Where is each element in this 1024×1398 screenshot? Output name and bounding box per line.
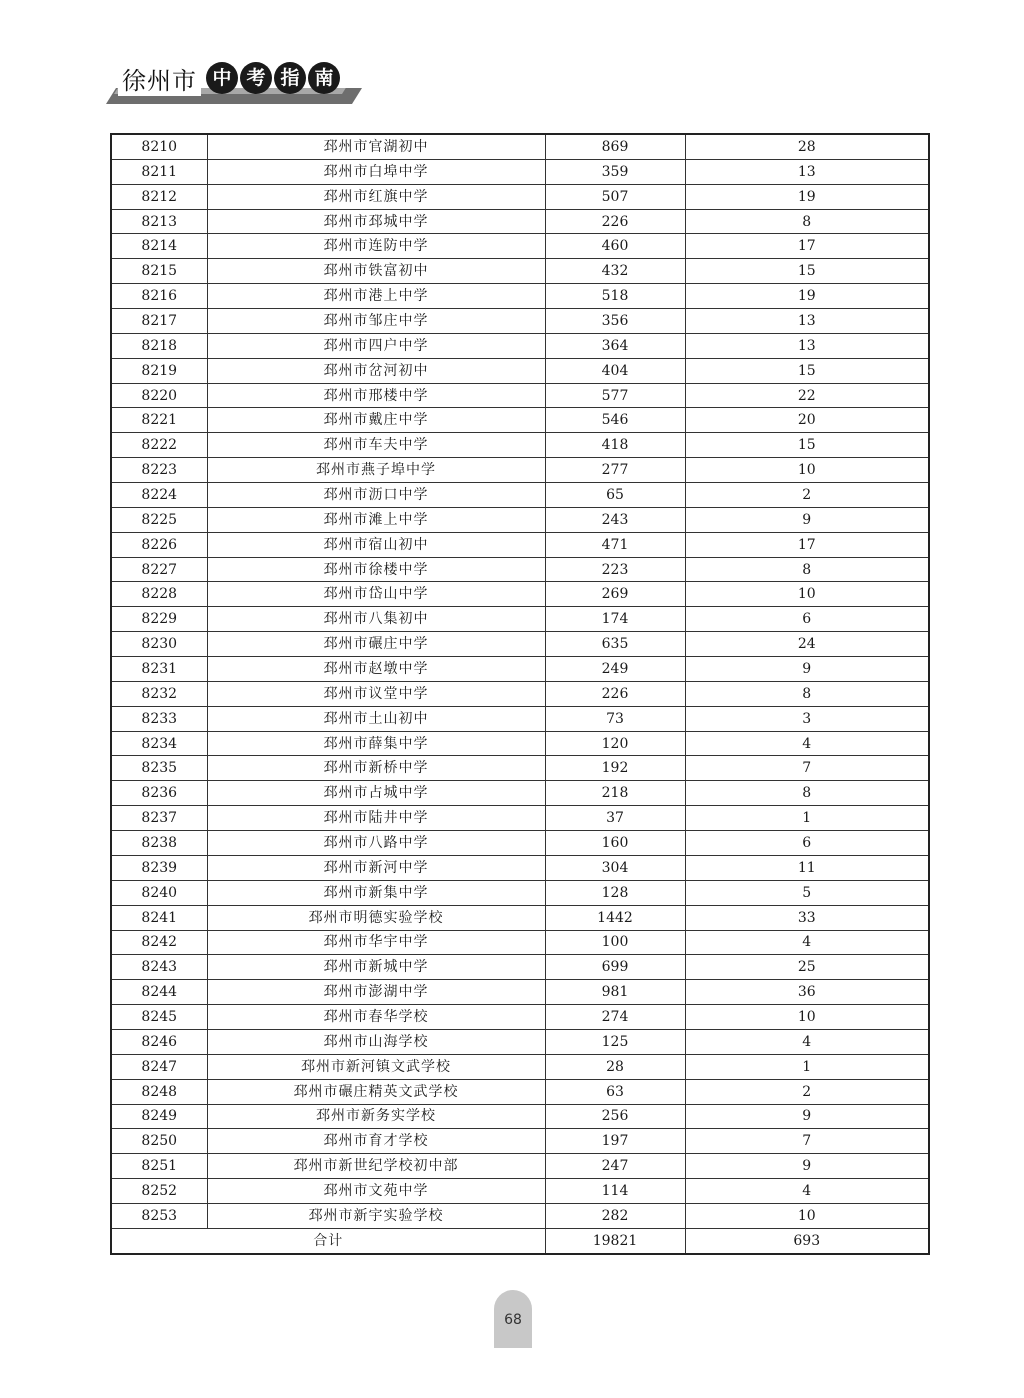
- school-name-cell: 邳州市新宇实验学校: [207, 1203, 545, 1228]
- school-code-cell: 8245: [111, 1005, 207, 1030]
- value-b-cell: 1: [685, 1054, 929, 1079]
- school-name-cell: 邳州市沥口中学: [207, 483, 545, 508]
- banner-guide-char-4: 南: [308, 62, 340, 94]
- value-b-cell: 24: [685, 632, 929, 657]
- school-name-cell: 邳州市碾庄中学: [207, 632, 545, 657]
- table-row: [111, 632, 929, 657]
- value-b-cell: 13: [685, 159, 929, 184]
- value-a-cell: 577: [545, 383, 685, 408]
- school-name-cell: 邳州市邹庄中学: [207, 309, 545, 334]
- school-code-cell: 8250: [111, 1129, 207, 1154]
- table-row: [111, 1154, 929, 1179]
- school-code-cell: 8238: [111, 831, 207, 856]
- school-name-cell: 邳州市戴庄中学: [207, 408, 545, 433]
- value-b-cell: 1: [685, 806, 929, 831]
- school-name-cell: 邳州市新河镇文武学校: [207, 1054, 545, 1079]
- school-code-cell: 8218: [111, 333, 207, 358]
- school-name-cell: 邳州市滩上中学: [207, 507, 545, 532]
- table-row: [111, 731, 929, 756]
- school-code-cell: 8210: [111, 134, 207, 159]
- school-code-cell: 8239: [111, 855, 207, 880]
- value-a-cell: 981: [545, 980, 685, 1005]
- value-a-cell: 192: [545, 756, 685, 781]
- table-row: [111, 1104, 929, 1129]
- school-code-cell: 8229: [111, 607, 207, 632]
- value-b-cell: 6: [685, 607, 929, 632]
- page-number: 68: [504, 1312, 522, 1328]
- value-a-cell: 282: [545, 1203, 685, 1228]
- table-row: [111, 259, 929, 284]
- value-a-cell: 869: [545, 134, 685, 159]
- school-code-cell: 8246: [111, 1029, 207, 1054]
- value-a-cell: 28: [545, 1054, 685, 1079]
- value-b-cell: 4: [685, 1179, 929, 1204]
- value-a-cell: 471: [545, 532, 685, 557]
- banner-guide-char-1: 中: [206, 62, 238, 94]
- school-name-cell: 邳州市明德实验学校: [207, 905, 545, 930]
- value-a-cell: 277: [545, 458, 685, 483]
- value-a-cell: 37: [545, 806, 685, 831]
- value-a-cell: 359: [545, 159, 685, 184]
- school-code-cell: 8232: [111, 681, 207, 706]
- table-row: [111, 284, 929, 309]
- value-a-cell: 100: [545, 930, 685, 955]
- school-name-cell: 邳州市新河中学: [207, 855, 545, 880]
- value-a-cell: 356: [545, 309, 685, 334]
- table-row: [111, 532, 929, 557]
- value-b-cell: 15: [685, 259, 929, 284]
- school-code-cell: 8247: [111, 1054, 207, 1079]
- value-a-cell: 1442: [545, 905, 685, 930]
- school-name-cell: 邳州市白埠中学: [207, 159, 545, 184]
- value-b-cell: 10: [685, 1203, 929, 1228]
- table-row: [111, 1179, 929, 1204]
- value-b-cell: 8: [685, 681, 929, 706]
- value-a-cell: 304: [545, 855, 685, 880]
- value-a-cell: 269: [545, 582, 685, 607]
- table-row: [111, 582, 929, 607]
- school-table: [110, 133, 930, 1255]
- value-a-cell: 174: [545, 607, 685, 632]
- school-name-cell: 邳州市邳城中学: [207, 209, 545, 234]
- table-row: [111, 1129, 929, 1154]
- school-name-cell: 邳州市邢楼中学: [207, 383, 545, 408]
- value-b-cell: 28: [685, 134, 929, 159]
- school-name-cell: 邳州市岱山中学: [207, 582, 545, 607]
- value-b-cell: 7: [685, 756, 929, 781]
- school-name-cell: 邳州市赵墩中学: [207, 657, 545, 682]
- value-b-cell: 8: [685, 209, 929, 234]
- value-a-cell: 243: [545, 507, 685, 532]
- table-row: [111, 134, 929, 159]
- value-b-cell: 2: [685, 483, 929, 508]
- value-b-cell: 13: [685, 309, 929, 334]
- school-name-cell: 邳州市碾庄精英文武学校: [207, 1079, 545, 1104]
- school-name-cell: 邳州市岔河初中: [207, 358, 545, 383]
- value-b-cell: 15: [685, 433, 929, 458]
- value-b-cell: 10: [685, 582, 929, 607]
- value-a-cell: 546: [545, 408, 685, 433]
- table-row: [111, 1029, 929, 1054]
- table-row: [111, 309, 929, 334]
- school-code-cell: 8242: [111, 930, 207, 955]
- value-b-cell: 19: [685, 184, 929, 209]
- table-row: [111, 831, 929, 856]
- table-row: [111, 781, 929, 806]
- school-code-cell: 8244: [111, 980, 207, 1005]
- table-total-row: [111, 1228, 929, 1253]
- table-row: [111, 706, 929, 731]
- value-b-cell: 9: [685, 657, 929, 682]
- school-name-cell: 邳州市车夫中学: [207, 433, 545, 458]
- school-table-body: [111, 134, 929, 1254]
- table-row: [111, 1203, 929, 1228]
- school-code-cell: 8219: [111, 358, 207, 383]
- value-b-cell: 20: [685, 408, 929, 433]
- school-name-cell: 邳州市春华学校: [207, 1005, 545, 1030]
- value-a-cell: 223: [545, 557, 685, 582]
- value-a-cell: 120: [545, 731, 685, 756]
- school-name-cell: 邳州市文苑中学: [207, 1179, 545, 1204]
- school-name-cell: 邳州市红旗中学: [207, 184, 545, 209]
- value-b-cell: 9: [685, 1154, 929, 1179]
- value-b-cell: 10: [685, 458, 929, 483]
- value-a-cell: 226: [545, 681, 685, 706]
- table-row: [111, 458, 929, 483]
- table-row: [111, 657, 929, 682]
- school-name-cell: 邳州市连防中学: [207, 234, 545, 259]
- school-name-cell: 邳州市育才学校: [207, 1129, 545, 1154]
- school-code-cell: 8223: [111, 458, 207, 483]
- table-row: [111, 184, 929, 209]
- value-a-cell: 114: [545, 1179, 685, 1204]
- value-a-cell: 160: [545, 831, 685, 856]
- value-b-cell: 4: [685, 731, 929, 756]
- school-name-cell: 邳州市议堂中学: [207, 681, 545, 706]
- value-a-cell: 247: [545, 1154, 685, 1179]
- school-code-cell: 8252: [111, 1179, 207, 1204]
- value-b-cell: 9: [685, 507, 929, 532]
- table-row: [111, 607, 929, 632]
- school-code-cell: 8222: [111, 433, 207, 458]
- table-row: [111, 483, 929, 508]
- school-name-cell: 邳州市四户中学: [207, 333, 545, 358]
- school-code-cell: 8226: [111, 532, 207, 557]
- school-code-cell: 8216: [111, 284, 207, 309]
- table-row: [111, 433, 929, 458]
- school-name-cell: 邳州市陆井中学: [207, 806, 545, 831]
- school-code-cell: 8233: [111, 706, 207, 731]
- school-name-cell: 邳州市新桥中学: [207, 756, 545, 781]
- value-a-cell: 128: [545, 880, 685, 905]
- school-name-cell: 邳州市新世纪学校初中部: [207, 1154, 545, 1179]
- table-row: [111, 358, 929, 383]
- value-a-cell: 73: [545, 706, 685, 731]
- table-row: [111, 980, 929, 1005]
- value-a-cell: 256: [545, 1104, 685, 1129]
- value-b-cell: 10: [685, 1005, 929, 1030]
- table-row: [111, 806, 929, 831]
- school-code-cell: 8220: [111, 383, 207, 408]
- school-code-cell: 8234: [111, 731, 207, 756]
- school-name-cell: 邳州市山海学校: [207, 1029, 545, 1054]
- value-b-cell: 13: [685, 333, 929, 358]
- school-name-cell: 邳州市新城中学: [207, 955, 545, 980]
- value-a-cell: 197: [545, 1129, 685, 1154]
- table-row: [111, 880, 929, 905]
- value-b-cell: 17: [685, 234, 929, 259]
- school-code-cell: 8213: [111, 209, 207, 234]
- school-code-cell: 8215: [111, 259, 207, 284]
- school-name-cell: 邳州市新务实学校: [207, 1104, 545, 1129]
- total-value-a-cell: 19821: [545, 1228, 685, 1253]
- table-row: [111, 756, 929, 781]
- value-a-cell: 460: [545, 234, 685, 259]
- value-a-cell: 507: [545, 184, 685, 209]
- school-code-cell: 8251: [111, 1154, 207, 1179]
- school-code-cell: 8211: [111, 159, 207, 184]
- school-code-cell: 8253: [111, 1203, 207, 1228]
- table-row: [111, 1054, 929, 1079]
- header-banner: [106, 60, 354, 108]
- value-a-cell: 418: [545, 433, 685, 458]
- school-code-cell: 8243: [111, 955, 207, 980]
- value-b-cell: 5: [685, 880, 929, 905]
- banner-guide-char-2: 考: [240, 62, 272, 94]
- value-b-cell: 22: [685, 383, 929, 408]
- table-row: [111, 159, 929, 184]
- school-name-cell: 邳州市新集中学: [207, 880, 545, 905]
- school-name-cell: 邳州市土山初中: [207, 706, 545, 731]
- school-code-cell: 8235: [111, 756, 207, 781]
- value-b-cell: 11: [685, 855, 929, 880]
- school-name-cell: 邳州市徐楼中学: [207, 557, 545, 582]
- value-a-cell: 635: [545, 632, 685, 657]
- table-row: [111, 930, 929, 955]
- school-code-cell: 8221: [111, 408, 207, 433]
- total-label-cell: 合计: [111, 1228, 545, 1253]
- table-row: [111, 383, 929, 408]
- value-b-cell: 17: [685, 532, 929, 557]
- value-b-cell: 15: [685, 358, 929, 383]
- school-code-cell: 8217: [111, 309, 207, 334]
- school-code-cell: 8236: [111, 781, 207, 806]
- value-b-cell: 8: [685, 781, 929, 806]
- school-name-cell: 邳州市澎湖中学: [207, 980, 545, 1005]
- value-a-cell: 364: [545, 333, 685, 358]
- page-number-tab: [494, 1290, 532, 1348]
- table-row: [111, 1005, 929, 1030]
- school-name-cell: 邳州市铁富初中: [207, 259, 545, 284]
- value-a-cell: 404: [545, 358, 685, 383]
- table-row: [111, 1079, 929, 1104]
- value-b-cell: 9: [685, 1104, 929, 1129]
- table-row: [111, 408, 929, 433]
- table-row: [111, 234, 929, 259]
- value-a-cell: 699: [545, 955, 685, 980]
- banner-guide-char-3: 指: [274, 62, 306, 94]
- school-code-cell: 8237: [111, 806, 207, 831]
- value-b-cell: 2: [685, 1079, 929, 1104]
- value-a-cell: 63: [545, 1079, 685, 1104]
- school-code-cell: 8248: [111, 1079, 207, 1104]
- school-name-cell: 邳州市八路中学: [207, 831, 545, 856]
- school-table-container: [110, 133, 928, 1255]
- school-code-cell: 8241: [111, 905, 207, 930]
- value-b-cell: 19: [685, 284, 929, 309]
- school-name-cell: 邳州市八集初中: [207, 607, 545, 632]
- school-name-cell: 邳州市港上中学: [207, 284, 545, 309]
- school-code-cell: 8214: [111, 234, 207, 259]
- school-code-cell: 8225: [111, 507, 207, 532]
- value-b-cell: 3: [685, 706, 929, 731]
- table-row: [111, 507, 929, 532]
- value-a-cell: 432: [545, 259, 685, 284]
- total-value-b-cell: 693: [685, 1228, 929, 1253]
- school-name-cell: 邳州市占城中学: [207, 781, 545, 806]
- value-a-cell: 65: [545, 483, 685, 508]
- school-code-cell: 8227: [111, 557, 207, 582]
- value-b-cell: 6: [685, 831, 929, 856]
- table-row: [111, 855, 929, 880]
- school-code-cell: 8230: [111, 632, 207, 657]
- value-b-cell: 25: [685, 955, 929, 980]
- table-row: [111, 557, 929, 582]
- school-code-cell: 8224: [111, 483, 207, 508]
- value-b-cell: 33: [685, 905, 929, 930]
- value-b-cell: 7: [685, 1129, 929, 1154]
- value-b-cell: 8: [685, 557, 929, 582]
- school-code-cell: 8240: [111, 880, 207, 905]
- value-b-cell: 4: [685, 1029, 929, 1054]
- table-row: [111, 333, 929, 358]
- school-name-cell: 邳州市华宇中学: [207, 930, 545, 955]
- school-name-cell: 邳州市官湖初中: [207, 134, 545, 159]
- table-row: [111, 681, 929, 706]
- school-code-cell: 8231: [111, 657, 207, 682]
- banner-city-title: 徐州市: [118, 66, 201, 96]
- school-code-cell: 8249: [111, 1104, 207, 1129]
- value-b-cell: 4: [685, 930, 929, 955]
- value-a-cell: 274: [545, 1005, 685, 1030]
- table-row: [111, 955, 929, 980]
- value-a-cell: 226: [545, 209, 685, 234]
- school-name-cell: 邳州市薛集中学: [207, 731, 545, 756]
- school-code-cell: 8212: [111, 184, 207, 209]
- school-name-cell: 邳州市宿山初中: [207, 532, 545, 557]
- value-a-cell: 249: [545, 657, 685, 682]
- table-row: [111, 209, 929, 234]
- value-a-cell: 218: [545, 781, 685, 806]
- school-code-cell: 8228: [111, 582, 207, 607]
- school-name-cell: 邳州市燕子埠中学: [207, 458, 545, 483]
- value-b-cell: 36: [685, 980, 929, 1005]
- value-a-cell: 125: [545, 1029, 685, 1054]
- table-row: [111, 905, 929, 930]
- value-a-cell: 518: [545, 284, 685, 309]
